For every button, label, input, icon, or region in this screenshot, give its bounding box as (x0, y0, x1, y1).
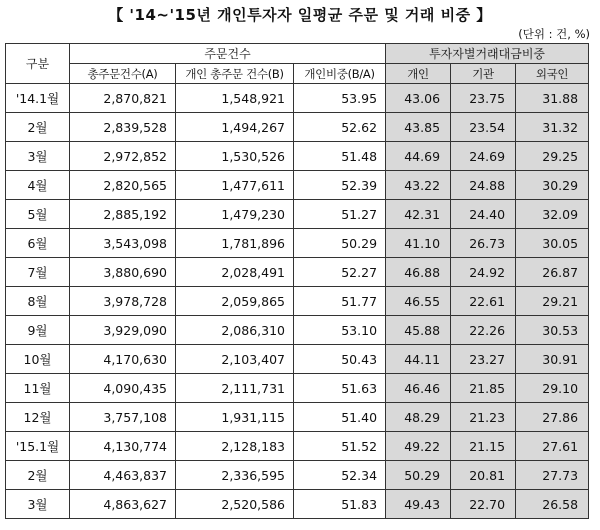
cell-share-institution: 24.40 (451, 200, 516, 229)
cell-share-institution: 23.75 (451, 84, 516, 113)
cell-share-institution: 21.85 (451, 374, 516, 403)
cell-total-orders: 2,870,821 (70, 84, 176, 113)
cell-share-foreign: 30.53 (516, 316, 589, 345)
cell-share-foreign: 26.58 (516, 490, 589, 519)
cell-total-orders: 3,929,090 (70, 316, 176, 345)
header-share-group: 투자자별거래대금비중 (386, 44, 589, 64)
cell-individual-ratio: 52.62 (294, 113, 386, 142)
cell-total-orders: 2,972,852 (70, 142, 176, 171)
cell-label: 9월 (6, 316, 70, 345)
cell-total-orders: 4,090,435 (70, 374, 176, 403)
table-row (6, 113, 589, 142)
cell-label: 3월 (6, 142, 70, 171)
cell-share-institution: 23.27 (451, 345, 516, 374)
cell-individual-orders: 1,530,526 (176, 142, 294, 171)
table-row (6, 374, 589, 403)
cell-share-individual: 50.29 (386, 461, 451, 490)
cell-share-institution: 21.15 (451, 432, 516, 461)
cell-share-institution: 23.54 (451, 113, 516, 142)
cell-share-institution: 22.70 (451, 490, 516, 519)
header-total-orders: 총주문건수(A) (70, 64, 176, 84)
cell-total-orders: 3,880,690 (70, 258, 176, 287)
cell-share-institution: 21.23 (451, 403, 516, 432)
table-row (6, 171, 589, 200)
table-row (6, 316, 589, 345)
header-orders-group: 주문건수 (70, 44, 386, 64)
header-institution: 기관 (451, 64, 516, 84)
cell-total-orders: 2,839,528 (70, 113, 176, 142)
header-individual-orders: 개인 총주문 건수(B) (176, 64, 294, 84)
cell-label: '14.1월 (6, 84, 70, 113)
cell-share-foreign: 27.73 (516, 461, 589, 490)
cell-individual-orders: 2,336,595 (176, 461, 294, 490)
cell-share-foreign: 26.87 (516, 258, 589, 287)
cell-individual-orders: 1,781,896 (176, 229, 294, 258)
cell-share-foreign: 27.61 (516, 432, 589, 461)
cell-individual-orders: 1,477,611 (176, 171, 294, 200)
cell-share-institution: 24.69 (451, 142, 516, 171)
header-row-1 (6, 44, 589, 64)
cell-share-individual: 46.46 (386, 374, 451, 403)
cell-individual-ratio: 51.48 (294, 142, 386, 171)
cell-individual-orders: 2,111,731 (176, 374, 294, 403)
cell-share-institution: 20.81 (451, 461, 516, 490)
table-row (6, 200, 589, 229)
cell-share-foreign: 31.32 (516, 113, 589, 142)
cell-individual-orders: 1,479,230 (176, 200, 294, 229)
cell-label: '15.1월 (6, 432, 70, 461)
cell-total-orders: 3,757,108 (70, 403, 176, 432)
cell-share-individual: 45.88 (386, 316, 451, 345)
cell-share-individual: 43.06 (386, 84, 451, 113)
header-foreign: 외국인 (516, 64, 589, 84)
cell-individual-orders: 2,059,865 (176, 287, 294, 316)
cell-label: 12월 (6, 403, 70, 432)
cell-individual-ratio: 53.10 (294, 316, 386, 345)
cell-share-institution: 26.73 (451, 229, 516, 258)
cell-total-orders: 4,170,630 (70, 345, 176, 374)
cell-individual-orders: 1,548,921 (176, 84, 294, 113)
cell-label: 3월 (6, 490, 70, 519)
cell-share-individual: 46.88 (386, 258, 451, 287)
cell-share-foreign: 29.21 (516, 287, 589, 316)
table-title: 【 '14~'15년 개인투자자 일평균 주문 및 거래 비중 】 (108, 6, 492, 24)
cell-individual-ratio: 50.43 (294, 345, 386, 374)
table-row (6, 229, 589, 258)
cell-individual-orders: 2,028,491 (176, 258, 294, 287)
cell-label: 11월 (6, 374, 70, 403)
table-row (6, 142, 589, 171)
cell-individual-ratio: 50.29 (294, 229, 386, 258)
cell-individual-orders: 2,128,183 (176, 432, 294, 461)
table-row (6, 432, 589, 461)
cell-share-institution: 24.88 (451, 171, 516, 200)
cell-share-individual: 44.11 (386, 345, 451, 374)
cell-share-institution: 24.92 (451, 258, 516, 287)
cell-individual-orders: 2,086,310 (176, 316, 294, 345)
cell-label: 2월 (6, 461, 70, 490)
cell-total-orders: 2,820,565 (70, 171, 176, 200)
cell-individual-orders: 1,931,115 (176, 403, 294, 432)
cell-individual-ratio: 51.27 (294, 200, 386, 229)
cell-individual-ratio: 51.77 (294, 287, 386, 316)
table-row (6, 287, 589, 316)
table-row (6, 84, 589, 113)
header-category: 구분 (6, 44, 70, 84)
cell-individual-ratio: 52.39 (294, 171, 386, 200)
cell-share-foreign: 29.25 (516, 142, 589, 171)
cell-individual-ratio: 51.40 (294, 403, 386, 432)
cell-individual-ratio: 51.83 (294, 490, 386, 519)
cell-share-institution: 22.61 (451, 287, 516, 316)
table-row (6, 461, 589, 490)
cell-total-orders: 4,463,837 (70, 461, 176, 490)
cell-share-foreign: 27.86 (516, 403, 589, 432)
cell-label: 10월 (6, 345, 70, 374)
unit-note: (단위 : 건, %) (518, 27, 590, 41)
cell-total-orders: 2,885,192 (70, 200, 176, 229)
cell-share-foreign: 30.05 (516, 229, 589, 258)
cell-share-foreign: 29.10 (516, 374, 589, 403)
cell-individual-orders: 2,520,586 (176, 490, 294, 519)
cell-total-orders: 3,978,728 (70, 287, 176, 316)
table-row (6, 403, 589, 432)
cell-label: 7월 (6, 258, 70, 287)
cell-share-individual: 49.43 (386, 490, 451, 519)
table-body (6, 84, 589, 519)
cell-share-individual: 43.85 (386, 113, 451, 142)
cell-label: 4월 (6, 171, 70, 200)
cell-share-institution: 22.26 (451, 316, 516, 345)
header-individual-ratio: 개인비중(B/A) (294, 64, 386, 84)
cell-share-individual: 42.31 (386, 200, 451, 229)
cell-total-orders: 3,543,098 (70, 229, 176, 258)
cell-share-individual: 41.10 (386, 229, 451, 258)
cell-share-individual: 43.22 (386, 171, 451, 200)
table-row (6, 258, 589, 287)
cell-label: 5월 (6, 200, 70, 229)
cell-label: 2월 (6, 113, 70, 142)
cell-total-orders: 4,863,627 (70, 490, 176, 519)
cell-individual-ratio: 52.27 (294, 258, 386, 287)
table-row (6, 345, 589, 374)
cell-share-foreign: 30.29 (516, 171, 589, 200)
cell-individual-orders: 2,103,407 (176, 345, 294, 374)
cell-share-individual: 48.29 (386, 403, 451, 432)
cell-share-individual: 44.69 (386, 142, 451, 171)
order-share-table (5, 43, 589, 519)
cell-share-foreign: 32.09 (516, 200, 589, 229)
cell-label: 8월 (6, 287, 70, 316)
cell-share-individual: 46.55 (386, 287, 451, 316)
cell-label: 6월 (6, 229, 70, 258)
cell-individual-ratio: 52.34 (294, 461, 386, 490)
cell-share-foreign: 30.91 (516, 345, 589, 374)
table-row (6, 490, 589, 519)
cell-individual-orders: 1,494,267 (176, 113, 294, 142)
header-individual: 개인 (386, 64, 451, 84)
cell-share-individual: 49.22 (386, 432, 451, 461)
cell-total-orders: 4,130,774 (70, 432, 176, 461)
cell-individual-ratio: 51.63 (294, 374, 386, 403)
cell-share-foreign: 31.88 (516, 84, 589, 113)
cell-individual-ratio: 51.52 (294, 432, 386, 461)
cell-individual-ratio: 53.95 (294, 84, 386, 113)
header-row-2 (6, 64, 589, 84)
